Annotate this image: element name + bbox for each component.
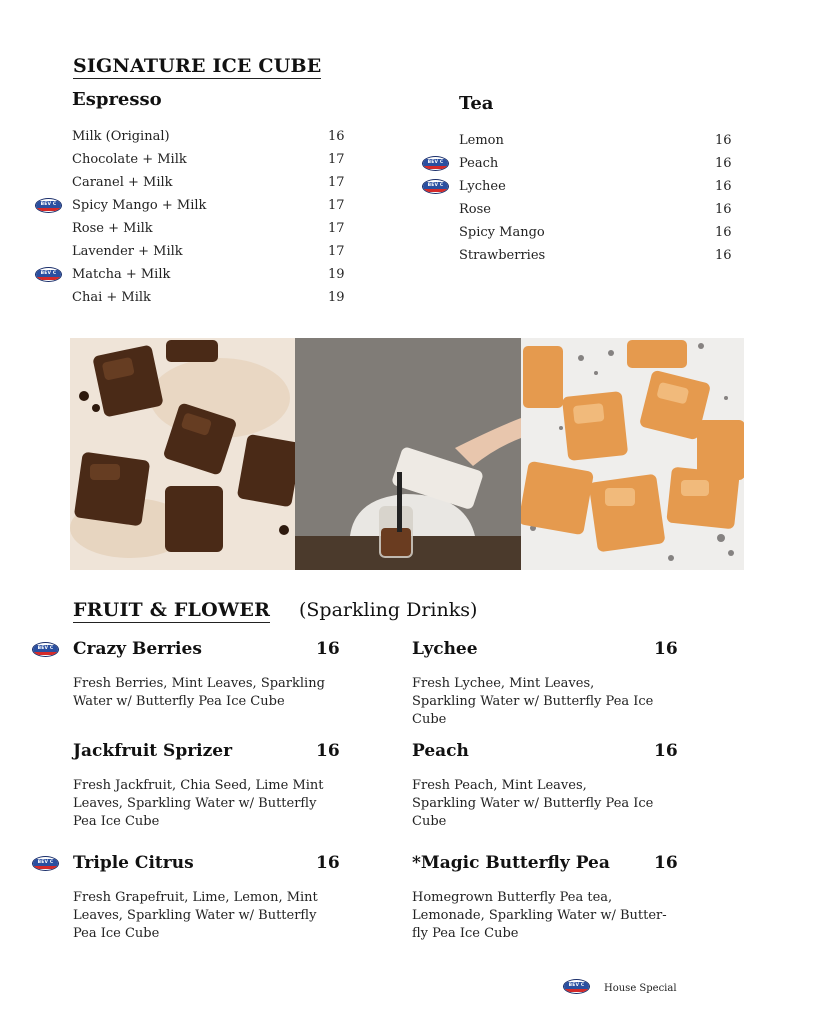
- menu-item-name: Lemon: [459, 133, 504, 148]
- section-title-signature: SIGNATURE ICE CUBE: [73, 55, 322, 77]
- drink-price: 16: [654, 853, 678, 873]
- drink-name: Triple Citrus: [73, 853, 194, 873]
- menu-item: [72, 127, 348, 150]
- drink-name: Crazy Berries: [73, 639, 202, 659]
- menu-item-name: Lychee: [459, 179, 506, 194]
- house-special-badge-icon: BEV C: [35, 198, 62, 213]
- legend-label: House Special: [604, 983, 677, 994]
- menu-item: [72, 150, 348, 173]
- legend-badge: [563, 979, 590, 994]
- menu-item: [72, 173, 348, 196]
- menu-item-name: Rose + Milk: [72, 221, 153, 236]
- drink-description-line: Leaves, Sparkling Water w/ Butterfly: [73, 908, 317, 923]
- menu-item-name: Lavender + Milk: [72, 244, 183, 259]
- house-special-badge-icon: BEV C: [422, 179, 449, 194]
- drink-description-line: Fresh Jackfruit, Chia Seed, Lime Mint: [73, 778, 324, 793]
- drink-description-line: fly Pea Ice Cube: [412, 926, 519, 941]
- menu-item-name: Spicy Mango + Milk: [72, 198, 207, 213]
- drink-price: 16: [654, 639, 678, 659]
- drink-description: [412, 675, 653, 729]
- drink-price: 16: [654, 741, 678, 761]
- menu-item: [72, 288, 348, 311]
- menu-item-price: 16: [715, 156, 732, 171]
- menu-item-price: 16: [328, 129, 345, 144]
- house-special-badge-icon: BEV C: [32, 856, 59, 871]
- house-special-badge-icon: BEV C: [32, 642, 59, 657]
- menu-item: [459, 177, 735, 200]
- menu-item: [459, 154, 735, 177]
- drink-description: [73, 777, 324, 831]
- drink-price: 16: [316, 639, 340, 659]
- menu-item-price: 17: [328, 221, 345, 236]
- tea-heading: Tea: [459, 93, 494, 114]
- menu-item-price: 17: [328, 244, 345, 259]
- drink-description-line: Lemonade, Sparkling Water w/ Butter-: [412, 908, 667, 923]
- drink-price: 16: [316, 741, 340, 761]
- house-special-badge-icon: BEV C: [35, 267, 62, 282]
- drink-description-line: Sparkling Water w/ Butterfly Pea Ice: [412, 694, 654, 709]
- photo-milk-pour: [295, 338, 521, 570]
- menu-item: [459, 200, 735, 223]
- section-title-fruit-flower: FRUIT & FLOWER: [73, 599, 271, 621]
- drink-description-line: Leaves, Sparkling Water w/ Butterfly: [73, 796, 317, 811]
- drink-description: [73, 889, 318, 943]
- drink-name: *Magic Butterfly Pea: [412, 853, 610, 873]
- house-special-badge-icon: BEV C: [422, 156, 449, 171]
- menu-item-price: 19: [328, 290, 345, 305]
- drink-description-line: Fresh Lychee, Mint Leaves,: [412, 676, 595, 691]
- drink-description-line: Pea Ice Cube: [73, 926, 160, 941]
- menu-item: [459, 223, 735, 246]
- menu-item-price: 16: [715, 202, 732, 217]
- drink-name: Peach: [412, 741, 469, 761]
- menu-item-name: Chai + Milk: [72, 290, 151, 305]
- drink-description: [412, 889, 667, 943]
- menu-item-price: 17: [328, 175, 345, 190]
- menu-item-price: 16: [715, 133, 732, 148]
- drink-description-line: Fresh Grapefruit, Lime, Lemon, Mint: [73, 890, 318, 905]
- menu-item: [459, 131, 735, 154]
- drink-description: [412, 777, 653, 831]
- menu-item: [72, 196, 348, 219]
- menu-item: [459, 246, 735, 269]
- drink-description-line: Sparkling Water w/ Butterfly Pea Ice: [412, 796, 654, 811]
- drink-price: 16: [316, 853, 340, 873]
- drink-name: Lychee: [412, 639, 478, 659]
- menu-item: [72, 242, 348, 265]
- drink-description-line: Homegrown Butterfly Pea tea,: [412, 890, 613, 905]
- menu-item-name: Matcha + Milk: [72, 267, 171, 282]
- menu-item-name: Milk (Original): [72, 129, 170, 144]
- menu-item-name: Chocolate + Milk: [72, 152, 187, 167]
- menu-item-name: Strawberries: [459, 248, 546, 263]
- photo-espresso-ice-cubes: [70, 338, 295, 570]
- menu-item-price: 16: [715, 225, 732, 240]
- drink-description-line: Fresh Peach, Mint Leaves,: [412, 778, 587, 793]
- menu-item-name: Caranel + Milk: [72, 175, 173, 190]
- menu-item-price: 17: [328, 198, 345, 213]
- menu-item-price: 17: [328, 152, 345, 167]
- drink-description-line: Fresh Berries, Mint Leaves, Sparkling: [73, 676, 325, 691]
- drink-description: [73, 675, 325, 711]
- espresso-heading: Espresso: [72, 89, 162, 110]
- tea-list: [459, 131, 735, 269]
- drink-name: Jackfruit Sprizer: [73, 741, 233, 761]
- drink-description-line: Cube: [412, 712, 447, 727]
- drink-description-line: Cube: [412, 814, 447, 829]
- photo-tea-ice-cubes: [521, 338, 744, 570]
- menu-item: [72, 219, 348, 242]
- drink-description-line: Pea Ice Cube: [73, 814, 160, 829]
- menu-item-price: 16: [715, 179, 732, 194]
- menu-item-name: Rose: [459, 202, 491, 217]
- section-subtitle-sparkling: (Sparkling Drinks): [299, 599, 478, 621]
- house-special-badge-icon: BEV C: [563, 979, 590, 994]
- espresso-list: [72, 127, 348, 311]
- menu-item-price: 19: [328, 267, 345, 282]
- drink-description-line: Water w/ Butterfly Pea Ice Cube: [73, 694, 285, 709]
- menu-item-price: 16: [715, 248, 732, 263]
- menu-item-name: Peach: [459, 156, 499, 171]
- menu-item: [72, 265, 348, 288]
- menu-item-name: Spicy Mango: [459, 225, 545, 240]
